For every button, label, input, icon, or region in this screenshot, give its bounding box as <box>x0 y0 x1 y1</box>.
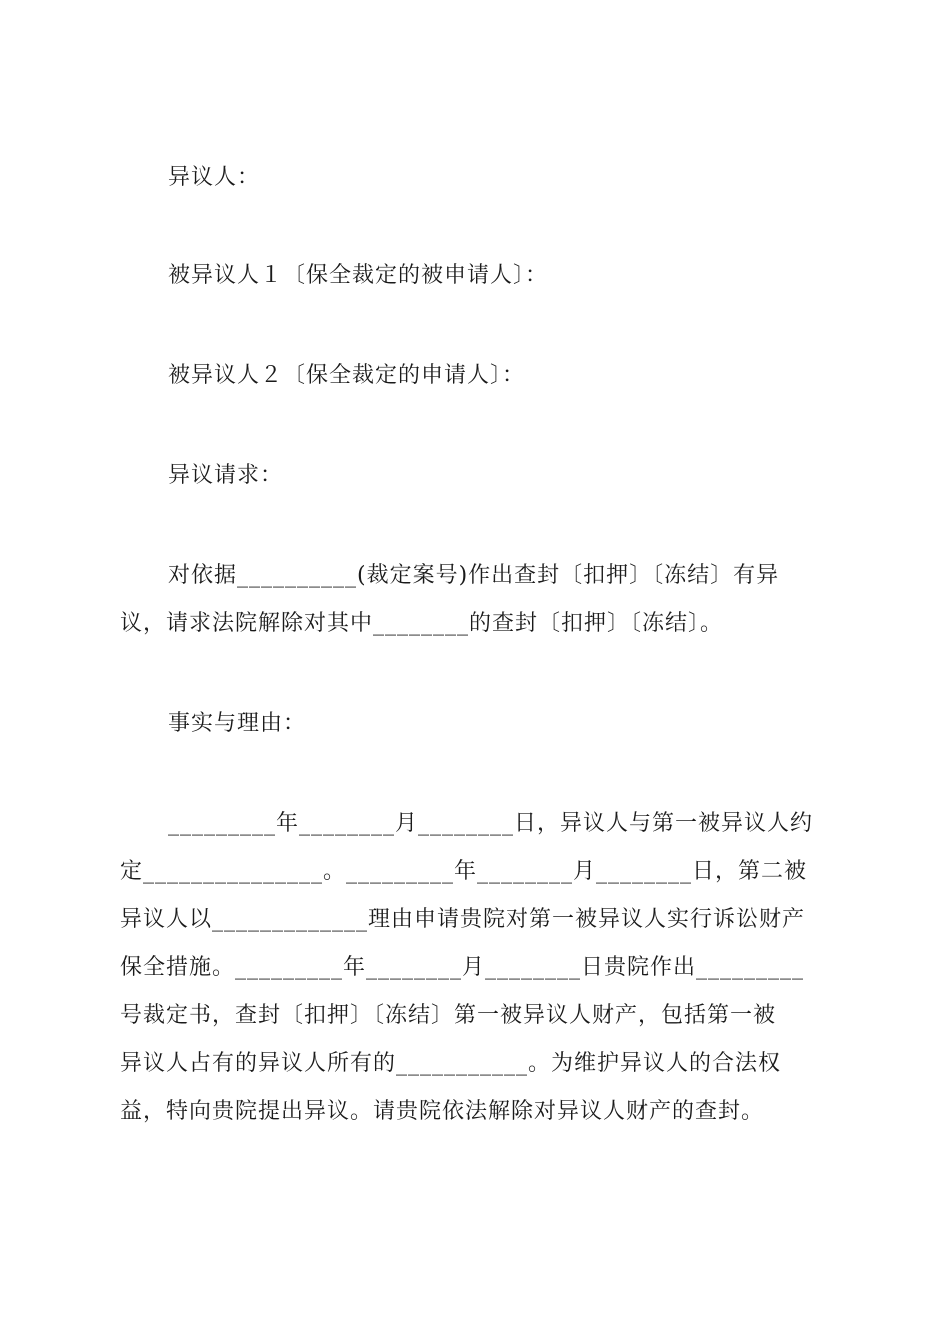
facts-body-line-4: 保全措施。_________年________月________日贵院作出_________ <box>120 955 805 980</box>
claims-body-line-1: 对依据__________(裁定案号)作出查封〔扣押〕〔冻结〕有异 <box>168 563 780 588</box>
claims-heading: 异议请求： <box>168 463 284 488</box>
facts-body-line-1: _________年________月________日，异议人与第一被异议人约 <box>168 811 814 836</box>
objector-label: 异议人： <box>168 165 261 190</box>
facts-heading: 事实与理由： <box>168 711 307 736</box>
facts-body-line-6: 异议人占有的异议人所有的___________。为维护异议人的合法权 <box>120 1051 782 1076</box>
facts-body-line-7: 益，特向贵院提出异议。请贵院依法解除对异议人财产的查封。 <box>120 1099 765 1124</box>
claims-body-line-2: 议，请求法院解除对其中________的查封〔扣押〕〔冻结〕。 <box>120 611 724 636</box>
facts-body-line-3: 异议人以_____________理由申请贵院对第一被异议人实行诉讼财产 <box>120 907 806 932</box>
respondent-1-label: 被异议人１〔保全裁定的被申请人〕： <box>168 263 549 288</box>
facts-body-line-5: 号裁定书，查封〔扣押〕〔冻结〕第一被异议人财产，包括第一被 <box>120 1003 777 1028</box>
facts-body-line-2: 定_______________。_________年________月________日，第二被 <box>120 859 808 884</box>
respondent-2-label: 被异议人２〔保全裁定的申请人〕： <box>168 363 526 388</box>
